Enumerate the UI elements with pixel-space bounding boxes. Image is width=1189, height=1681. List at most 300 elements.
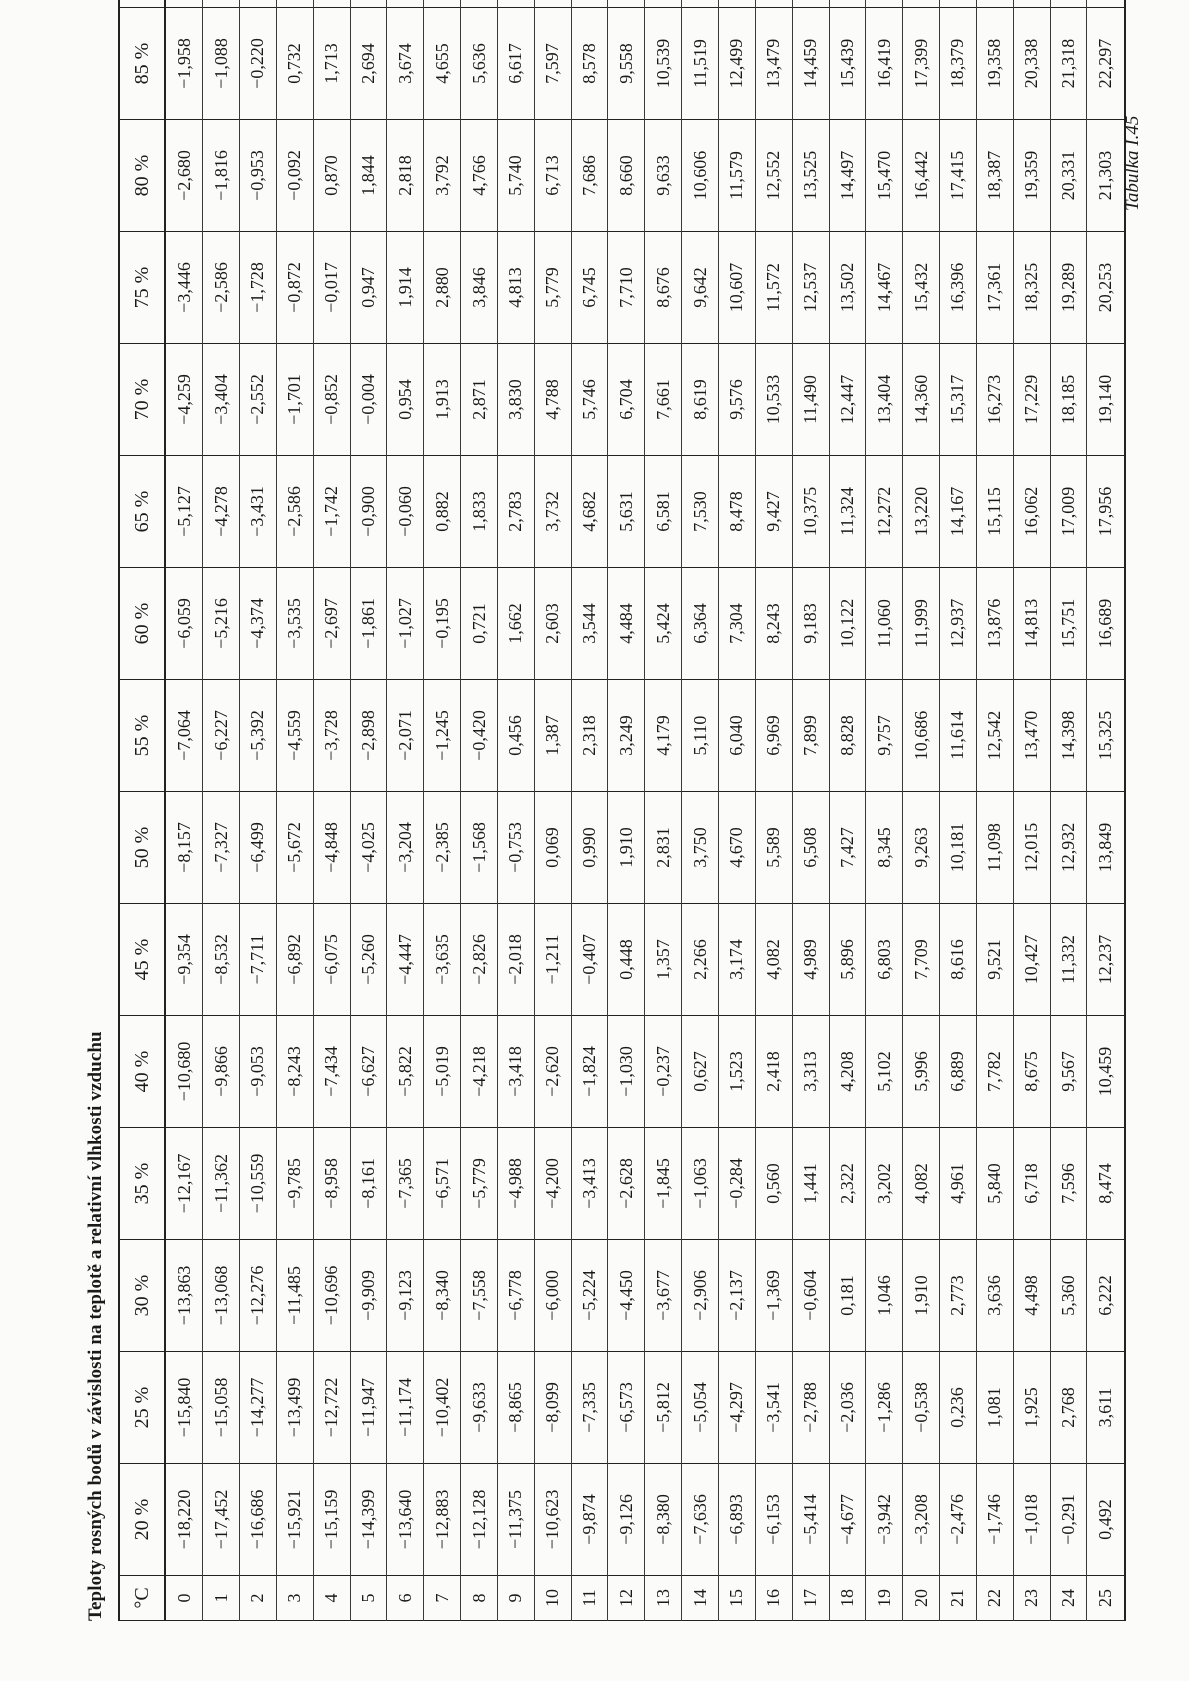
dew-point-cell: −6,573 [608, 1352, 645, 1464]
dew-point-cell: 12,272 [866, 456, 903, 568]
dew-point-cell: 6,364 [682, 568, 719, 680]
dew-point-cell: −1,742 [313, 456, 350, 568]
table-row [866, 0, 903, 1621]
dew-point-cell: 12,237 [1087, 904, 1125, 1016]
temperature-cell: 24 [1050, 1576, 1087, 1621]
dew-point-cell: 1,357 [645, 904, 682, 1016]
dew-point-cell: 6,718 [1013, 1128, 1050, 1240]
dew-point-cell: 8,474 [1087, 1128, 1125, 1240]
dew-point-cell: 3,636 [976, 1240, 1013, 1352]
table-row [1050, 0, 1087, 1621]
dew-point-cell: 8,478 [719, 456, 756, 568]
dew-point-cell: −1,018 [1013, 1464, 1050, 1576]
dew-point-cell: −18,220 [165, 1464, 203, 1576]
dew-point-cell: 7,596 [1050, 1128, 1087, 1240]
dew-point-cell: −15,058 [203, 1352, 240, 1464]
dew-point-cell [1050, 0, 1087, 8]
dew-point-cell: 10,122 [829, 568, 866, 680]
dew-point-cell: 9,642 [682, 232, 719, 344]
dew-point-cell: 0,732 [276, 8, 313, 120]
dew-point-cell: 0,627 [682, 1016, 719, 1128]
dew-point-cell: 2,266 [682, 904, 719, 1016]
dew-point-cell: −17,452 [203, 1464, 240, 1576]
dew-point-cell: 1,387 [534, 680, 571, 792]
dew-point-cell: −11,174 [387, 1352, 424, 1464]
dew-point-cell: −5,392 [240, 680, 277, 792]
table-row [276, 0, 313, 1621]
dew-point-cell: 7,661 [645, 344, 682, 456]
dew-point-cell: 15,751 [1050, 568, 1087, 680]
dew-point-cell: 7,597 [534, 8, 571, 120]
dew-point-cell: 2,773 [940, 1240, 977, 1352]
dew-point-cell: −0,407 [571, 904, 608, 1016]
dew-point-cell: −0,092 [276, 120, 313, 232]
dew-point-cell [976, 0, 1013, 8]
dew-point-cell: −3,728 [313, 680, 350, 792]
table-row [645, 0, 682, 1621]
dew-point-cell: −2,036 [829, 1352, 866, 1464]
dew-point-cell: −4,374 [240, 568, 277, 680]
dew-point-cell: −9,354 [165, 904, 203, 1016]
dew-point-cell: −9,126 [608, 1464, 645, 1576]
dew-point-cell: −5,216 [203, 568, 240, 680]
dew-point-cell: 1,844 [350, 120, 387, 232]
dew-point-cell: 5,636 [461, 8, 498, 120]
dew-point-cell: 15,325 [1087, 680, 1125, 792]
dew-point-cell [755, 0, 792, 8]
dew-point-cell: −10,623 [534, 1464, 571, 1576]
table-row [719, 0, 756, 1621]
dew-point-cell: 19,359 [1013, 120, 1050, 232]
dew-point-cell: 2,318 [571, 680, 608, 792]
dew-point-cell [940, 0, 977, 8]
dew-point-cell: 12,542 [976, 680, 1013, 792]
dew-point-cell: 11,519 [682, 8, 719, 120]
dew-point-cell: 1,910 [608, 792, 645, 904]
dew-point-cell: −2,385 [424, 792, 461, 904]
dew-point-cell: 0,954 [387, 344, 424, 456]
dew-point-cell: −10,402 [424, 1352, 461, 1464]
dew-point-cell: 6,704 [608, 344, 645, 456]
dew-point-cell: 3,846 [461, 232, 498, 344]
table-label: Tabulka I.45 [1122, 115, 1143, 211]
dew-point-cell: −11,485 [276, 1240, 313, 1352]
dew-point-cell: 5,360 [1050, 1240, 1087, 1352]
dew-point-cell: −0,017 [313, 232, 350, 344]
dew-point-cell: −2,788 [792, 1352, 829, 1464]
dew-point-cell: −7,064 [165, 680, 203, 792]
dew-point-cell: −2,552 [240, 344, 277, 456]
dew-point-cell: −4,200 [534, 1128, 571, 1240]
temperature-cell: 18 [829, 1576, 866, 1621]
dew-point-cell: 11,490 [792, 344, 829, 456]
dew-point-cell: −2,898 [350, 680, 387, 792]
temperature-cell: 25 [1087, 1576, 1125, 1621]
dew-point-cell: 1,913 [424, 344, 461, 456]
dew-point-cell: −1,088 [203, 8, 240, 120]
dew-point-cell: −8,958 [313, 1128, 350, 1240]
humidity-column-header: 45 % [119, 904, 165, 1016]
humidity-column-header: 50 % [119, 792, 165, 904]
dew-point-cell: 13,470 [1013, 680, 1050, 792]
dew-point-cell: −0,753 [497, 792, 534, 904]
dew-point-cell: 18,379 [940, 8, 977, 120]
dew-point-cell: 21,303 [1087, 120, 1125, 232]
dew-point-cell [313, 0, 350, 8]
dew-point-cell: −3,204 [387, 792, 424, 904]
dew-point-cell: 2,818 [387, 120, 424, 232]
dew-point-cell: 14,497 [829, 120, 866, 232]
dew-point-cell: −4,559 [276, 680, 313, 792]
dew-point-cell: 7,709 [903, 904, 940, 1016]
temperature-cell: 6 [387, 1576, 424, 1621]
dew-point-cell: −4,218 [461, 1016, 498, 1128]
table-row [534, 0, 571, 1621]
dew-point-cell: 0,990 [571, 792, 608, 904]
dew-point-cell: 9,576 [719, 344, 756, 456]
dew-point-cell: 0,448 [608, 904, 645, 1016]
dew-point-cell: 5,779 [534, 232, 571, 344]
dew-point-cell: 3,674 [387, 8, 424, 120]
temperature-cell: 17 [792, 1576, 829, 1621]
humidity-column-header [119, 0, 165, 8]
dew-point-cell: −7,711 [240, 904, 277, 1016]
dew-point-cell: −14,399 [350, 1464, 387, 1576]
dew-point-cell: 3,750 [682, 792, 719, 904]
dew-point-cell: −4,447 [387, 904, 424, 1016]
dew-point-cell [350, 0, 387, 8]
dew-point-cell: −9,123 [387, 1240, 424, 1352]
dew-point-cell: 9,567 [1050, 1016, 1087, 1128]
dew-point-cell: −14,277 [240, 1352, 277, 1464]
dew-point-cell: −0,004 [350, 344, 387, 456]
dew-point-cell: 5,740 [497, 120, 534, 232]
dew-point-cell: −6,059 [165, 568, 203, 680]
dew-point-cell: −4,278 [203, 456, 240, 568]
temperature-cell: 19 [866, 1576, 903, 1621]
dew-point-cell: 12,937 [940, 568, 977, 680]
humidity-column-header: 55 % [119, 680, 165, 792]
dew-point-cell: −3,418 [497, 1016, 534, 1128]
dew-point-cell: 13,876 [976, 568, 1013, 680]
humidity-column-header: 20 % [119, 1464, 165, 1576]
dew-point-cell: 14,398 [1050, 680, 1087, 792]
dew-point-cell: 4,670 [719, 792, 756, 904]
dew-point-cell: −1,568 [461, 792, 498, 904]
dew-point-cell: 5,896 [829, 904, 866, 1016]
dew-point-cell: 15,470 [866, 120, 903, 232]
dew-point-cell: −8,380 [645, 1464, 682, 1576]
dew-point-cell: 11,098 [976, 792, 1013, 904]
dew-point-cell: 10,533 [755, 344, 792, 456]
dew-point-cell: 5,424 [645, 568, 682, 680]
dew-point-cell: −0,900 [350, 456, 387, 568]
dew-point-cell: 20,338 [1013, 8, 1050, 120]
dew-point-cell: 4,179 [645, 680, 682, 792]
dew-point-cell: 13,525 [792, 120, 829, 232]
dew-point-cell: 14,467 [866, 232, 903, 344]
table-row [1013, 0, 1050, 1621]
dew-point-cell: −1,746 [976, 1464, 1013, 1576]
dew-point-cell [1013, 0, 1050, 8]
dew-point-cell: −6,627 [350, 1016, 387, 1128]
dew-point-cell: −1,245 [424, 680, 461, 792]
temperature-cell: 20 [903, 1576, 940, 1621]
dew-point-cell: 16,062 [1013, 456, 1050, 568]
dew-point-cell: −2,620 [534, 1016, 571, 1128]
dew-point-cell: −4,259 [165, 344, 203, 456]
temperature-cell: 11 [571, 1576, 608, 1621]
dew-point-cell: 2,880 [424, 232, 461, 344]
dew-point-cell: −2,586 [276, 456, 313, 568]
dew-point-cell: −1,845 [645, 1128, 682, 1240]
dew-point-cell: 4,766 [461, 120, 498, 232]
dew-point-cell: 1,914 [387, 232, 424, 344]
dew-point-cell: −8,157 [165, 792, 203, 904]
dew-point-cell: −9,633 [461, 1352, 498, 1464]
dew-point-cell: −0,604 [792, 1240, 829, 1352]
dew-point-cell: −12,128 [461, 1464, 498, 1576]
dew-point-cell: 2,871 [461, 344, 498, 456]
table-row [903, 0, 940, 1621]
table-row [682, 0, 719, 1621]
dew-point-cell: −13,499 [276, 1352, 313, 1464]
dew-point-cell: 8,578 [571, 8, 608, 120]
dew-point-cell: −12,722 [313, 1352, 350, 1464]
dew-point-cell: 1,441 [792, 1128, 829, 1240]
dew-point-cell: −7,365 [387, 1128, 424, 1240]
dew-point-cell: 6,969 [755, 680, 792, 792]
dew-point-cell: 17,956 [1087, 456, 1125, 568]
dew-point-cell: −1,063 [682, 1128, 719, 1240]
dew-point-cell: 1,662 [497, 568, 534, 680]
table-row [976, 0, 1013, 1621]
dew-point-cell: 3,202 [866, 1128, 903, 1240]
dew-point-cell: −5,019 [424, 1016, 461, 1128]
dew-point-cell: −1,728 [240, 232, 277, 344]
dew-point-cell: −6,000 [534, 1240, 571, 1352]
dew-point-cell: −3,404 [203, 344, 240, 456]
dew-point-cell: −3,208 [903, 1464, 940, 1576]
dew-point-cell: 6,713 [534, 120, 571, 232]
table-row [940, 0, 977, 1621]
dew-point-cell: 2,783 [497, 456, 534, 568]
dew-point-cell: −7,434 [313, 1016, 350, 1128]
table-row [461, 0, 498, 1621]
dew-point-cell: 20,253 [1087, 232, 1125, 344]
dew-point-cell: −3,431 [240, 456, 277, 568]
dew-point-cell: 14,459 [792, 8, 829, 120]
dew-point-cell: −4,677 [829, 1464, 866, 1576]
dew-point-cell: 4,484 [608, 568, 645, 680]
dew-point-cell: −0,291 [1050, 1464, 1087, 1576]
dew-point-cell: −3,446 [165, 232, 203, 344]
dew-point-cell: −2,697 [313, 568, 350, 680]
dew-point-cell: 1,713 [313, 8, 350, 120]
dew-point-cell [203, 0, 240, 8]
dew-point-cell: 5,102 [866, 1016, 903, 1128]
dew-point-cell [829, 0, 866, 8]
dew-point-cell: 19,140 [1087, 344, 1125, 456]
humidity-column-header: 70 % [119, 344, 165, 456]
dew-point-cell: 15,432 [903, 232, 940, 344]
dew-point-cell: −1,824 [571, 1016, 608, 1128]
dew-point-cell: 1,081 [976, 1352, 1013, 1464]
dew-point-cell: −5,127 [165, 456, 203, 568]
dew-point-cell: −2,137 [719, 1240, 756, 1352]
dew-point-cell: 1,046 [866, 1240, 903, 1352]
dew-point-cell [1087, 0, 1125, 8]
dew-point-cell: −1,211 [534, 904, 571, 1016]
dew-point-cell: 4,655 [424, 8, 461, 120]
dew-point-cell: 0,560 [755, 1128, 792, 1240]
dew-point-cell: −15,921 [276, 1464, 313, 1576]
dew-point-cell: 10,375 [792, 456, 829, 568]
dew-point-cell: 14,167 [940, 456, 977, 568]
dew-point-cell: 19,289 [1050, 232, 1087, 344]
table-row [240, 0, 277, 1621]
dew-point-cell: −1,861 [350, 568, 387, 680]
table-row [203, 0, 240, 1621]
temperature-cell: 5 [350, 1576, 387, 1621]
dew-point-cell: 8,619 [682, 344, 719, 456]
dew-point-cell: −16,686 [240, 1464, 277, 1576]
temperature-cell: 0 [165, 1576, 203, 1621]
dew-point-cell: 2,831 [645, 792, 682, 904]
dew-point-cell: 11,332 [1050, 904, 1087, 1016]
dew-point-cell: 6,581 [645, 456, 682, 568]
dew-point-cell: 3,249 [608, 680, 645, 792]
humidity-column-header: 75 % [119, 232, 165, 344]
dew-point-cell: 6,508 [792, 792, 829, 904]
dew-point-cell [903, 0, 940, 8]
dew-point-cell: −5,822 [387, 1016, 424, 1128]
dew-point-cell: 22,297 [1087, 8, 1125, 120]
temperature-cell: 4 [313, 1576, 350, 1621]
dew-point-cell: −3,942 [866, 1464, 903, 1576]
dew-point-cell: −9,874 [571, 1464, 608, 1576]
temperature-cell: 22 [976, 1576, 1013, 1621]
dew-point-cell: 2,418 [755, 1016, 792, 1128]
dew-point-cell: 16,396 [940, 232, 977, 344]
dew-point-cell: 6,745 [571, 232, 608, 344]
dew-point-cell: 1,523 [719, 1016, 756, 1128]
dew-point-cell [645, 0, 682, 8]
dew-point-cell: 10,181 [940, 792, 977, 904]
temperature-cell: 12 [608, 1576, 645, 1621]
dew-point-cell: −7,327 [203, 792, 240, 904]
dew-point-table [118, 0, 1126, 1621]
dew-point-cell: 16,273 [976, 344, 1013, 456]
dew-point-cell: 4,082 [903, 1128, 940, 1240]
dew-point-cell: 14,813 [1013, 568, 1050, 680]
temperature-cell: 13 [645, 1576, 682, 1621]
table-row [313, 0, 350, 1621]
temperature-cell: 23 [1013, 1576, 1050, 1621]
temperature-cell: 21 [940, 1576, 977, 1621]
temperature-cell: 16 [755, 1576, 792, 1621]
dew-point-cell: 13,502 [829, 232, 866, 344]
dew-point-cell: −12,167 [165, 1128, 203, 1240]
dew-point-cell: 14,360 [903, 344, 940, 456]
dew-point-cell: 12,447 [829, 344, 866, 456]
dew-point-cell: −1,701 [276, 344, 313, 456]
dew-point-cell: 4,961 [940, 1128, 977, 1240]
dew-point-cell: −5,054 [682, 1352, 719, 1464]
dew-point-cell: −5,414 [792, 1464, 829, 1576]
dew-point-cell: −13,863 [165, 1240, 203, 1352]
dew-point-cell: 0,456 [497, 680, 534, 792]
dew-point-cell: −0,237 [645, 1016, 682, 1128]
dew-point-cell: −11,362 [203, 1128, 240, 1240]
dew-point-cell: 4,813 [497, 232, 534, 344]
table-row [608, 0, 645, 1621]
dew-point-cell: 0,870 [313, 120, 350, 232]
dew-point-cell: 9,757 [866, 680, 903, 792]
humidity-column-header: 60 % [119, 568, 165, 680]
dew-point-cell: 1,925 [1013, 1352, 1050, 1464]
dew-point-cell: −0,538 [903, 1352, 940, 1464]
dew-point-cell: 2,603 [534, 568, 571, 680]
dew-point-cell: −10,559 [240, 1128, 277, 1240]
dew-point-cell: −0,852 [313, 344, 350, 456]
dew-point-cell: −10,680 [165, 1016, 203, 1128]
dew-point-cell: 21,318 [1050, 8, 1087, 120]
temperature-cell: 14 [682, 1576, 719, 1621]
dew-point-cell: 9,558 [608, 8, 645, 120]
dew-point-cell: −0,420 [461, 680, 498, 792]
dew-point-cell: −5,260 [350, 904, 387, 1016]
dew-point-cell: 16,442 [903, 120, 940, 232]
dew-point-cell: 11,324 [829, 456, 866, 568]
dew-point-cell: 0,947 [350, 232, 387, 344]
dew-point-cell: 8,676 [645, 232, 682, 344]
dew-point-cell: 11,060 [866, 568, 903, 680]
dew-point-cell: 9,427 [755, 456, 792, 568]
dew-point-cell: 17,009 [1050, 456, 1087, 568]
dew-point-cell: −6,075 [313, 904, 350, 1016]
temperature-cell: 10 [534, 1576, 571, 1621]
dew-point-cell: 5,840 [976, 1128, 1013, 1240]
dew-point-cell: −8,161 [350, 1128, 387, 1240]
dew-point-cell [165, 0, 203, 8]
dew-point-cell: −4,025 [350, 792, 387, 904]
dew-point-cell: −7,335 [571, 1352, 608, 1464]
dew-point-cell: 0,492 [1087, 1464, 1125, 1576]
dew-point-cell: −1,027 [387, 568, 424, 680]
dew-point-cell [240, 0, 277, 8]
table-row [1087, 0, 1125, 1621]
dew-point-cell: 3,792 [424, 120, 461, 232]
dew-point-cell: 4,989 [792, 904, 829, 1016]
dew-point-cell: −11,375 [497, 1464, 534, 1576]
dew-point-cell [719, 0, 756, 8]
dew-point-cell [792, 0, 829, 8]
dew-point-cell: 13,849 [1087, 792, 1125, 904]
humidity-column-header: 65 % [119, 456, 165, 568]
dew-point-cell: 4,082 [755, 904, 792, 1016]
dew-point-cell: −5,672 [276, 792, 313, 904]
dew-point-cell: −6,893 [719, 1464, 756, 1576]
dew-point-cell: −9,909 [350, 1240, 387, 1352]
dew-point-cell: 17,361 [976, 232, 1013, 344]
dew-point-cell: 1,910 [903, 1240, 940, 1352]
dew-point-cell: 17,415 [940, 120, 977, 232]
dew-point-cell: 8,660 [608, 120, 645, 232]
dew-point-cell: 6,803 [866, 904, 903, 1016]
dew-point-cell: 6,617 [497, 8, 534, 120]
dew-point-cell: 3,313 [792, 1016, 829, 1128]
